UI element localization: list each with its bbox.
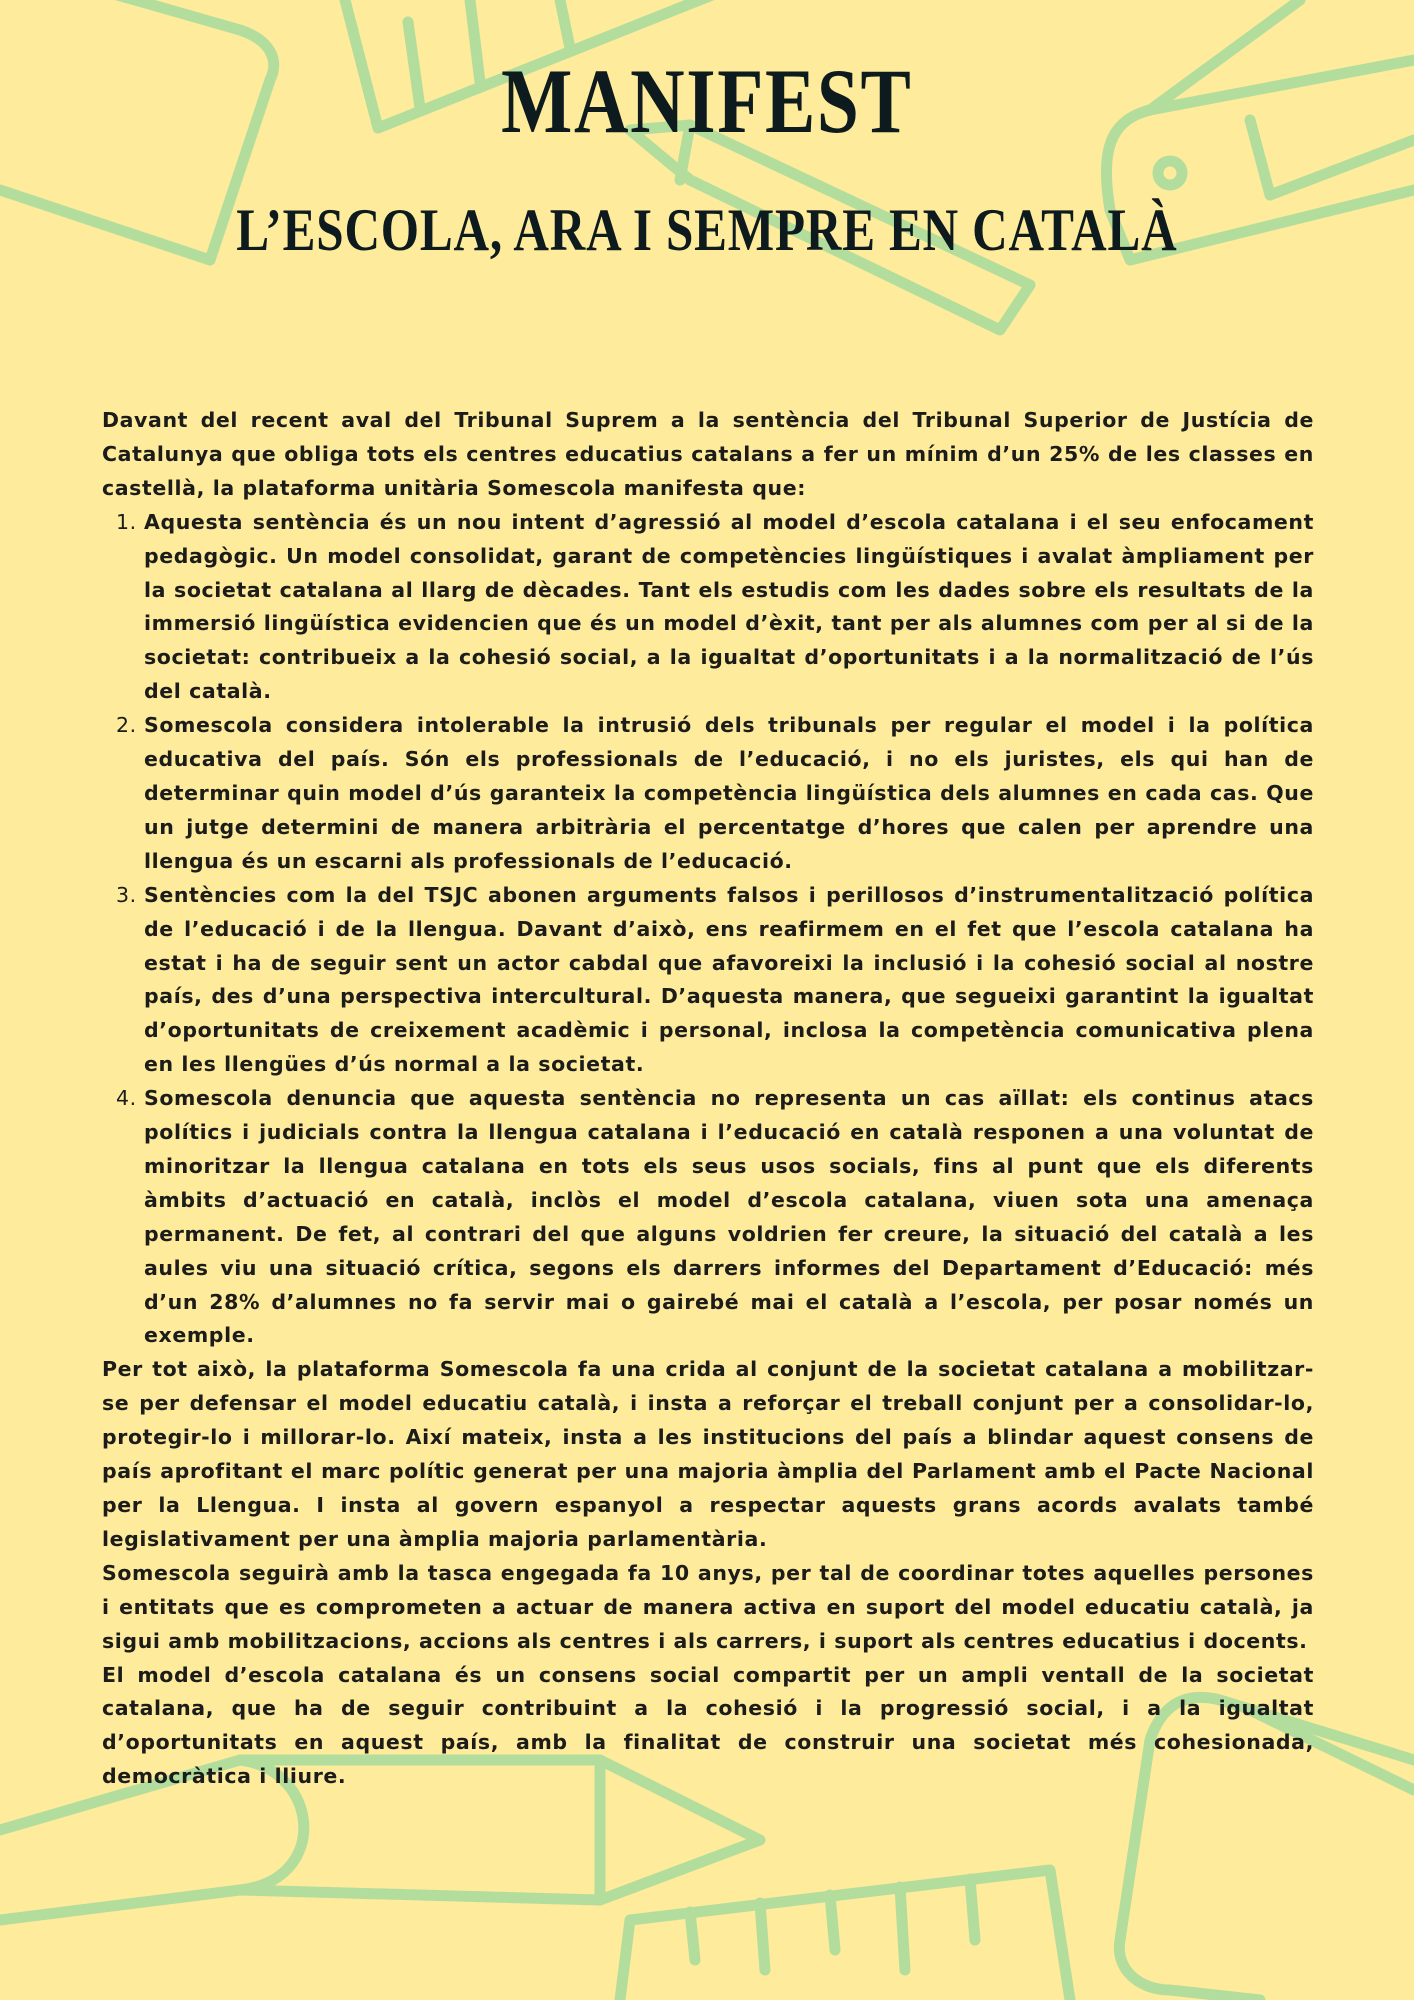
subtitle-text: L’ESCOLA, ARA I SEMPRE EN CATALÀ [236, 197, 1178, 263]
closing-paragraph: Per tot això, la plataforma Somescola fa una crida al conjunt de la societat catalana a mobilitzar-se per defensar el model educatiu català, i insta a reforçar el treball conjunt per a consolidar-lo, protegir-lo i millorar-lo. Així mateix, insta a les institucions del país a blindar aquest consens de país aprofitant el marc polític generat per una majoria àmplia del Parlament amb el Pacte Nacional per la Llengua. I insta al govern espanyol a respectar aquests grans acords avalats també legislativament per una àmplia majoria parlamentària. [102, 1357, 1314, 1551]
title-text: MANIFEST [501, 50, 913, 152]
list-number: 1. [116, 509, 137, 534]
intro-paragraph: Davant del recent aval del Tribunal Suprem a la sentència del Tribunal Superior de Justícia de Catalunya que obliga tots els centres educatius catalans a fer un mínim d’un 25% de les classes en castellà, la plataforma unitària Somescola manifesta que: [102, 408, 1314, 500]
list-text: Sentències com la del TSJC abonen arguments falsos i perillosos d’instrumentalització política de l’educació i de la llengua. Davant d’això, ens reafirmem en el fet que l’escola catalana ha estat i ha de seguir sent un actor cabdal que afavoreixi la inclusió i la cohesió social al nostre país, des d’una perspectiva intercultural. D’aquesta manera, que segueixi garantint la igualtat d’oportunitats de creixement acadèmic i personal, inclosa la competència comunicativa plena en les llengües d’ús normal a la societat. [144, 882, 1314, 1077]
closing-paragraph: Somescola seguirà amb la tasca engegada fa 10 anys, per tal de coordinar totes aquelles persones i entitats que es comprometen a actuar de manera activa en suport del model educatiu català, ja sigui amb mobilitzacions, accions als centres i als carrers, i suport als centres educatius i docents. [102, 1560, 1314, 1653]
list-item [102, 709, 1314, 879]
list-item [102, 879, 1314, 1082]
manifesto-body [102, 404, 1314, 1794]
list-text: Aquesta sentència és un nou intent d’agressió al model d’escola catalana i el seu enfocament pedagògic. Un model consolidat, garant de competències lingüístiques i avalat àmpliament per la societat catalana al llarg de dècades. Tant els estudis com les dades sobre els resultats de la immersió lingüística evidencien que és un model d’èxit, tant per als alumnes com per al si de la societat: contribueix a la cohesió social, a la igualtat d’oportunitats i a la normalització de l’ús del català. [144, 509, 1314, 704]
page-subtitle [0, 196, 1414, 265]
list-number: 4. [116, 1086, 137, 1111]
list-number: 3. [116, 882, 137, 907]
closing-paragraph: El model d’escola catalana és un consens social compartit per un ampli ventall de la societat catalana, que ha de seguir contribuint a la cohesió i la progressió social, i a la igualtat d’oportunitats en aquest país, amb la finalitat de construir una societat més cohesionada, democràtica i lliure. [102, 1662, 1314, 1789]
list-item [102, 1082, 1314, 1353]
list-item [102, 506, 1314, 709]
list-text: Somescola considera intolerable la intrusió dels tribunals per regular el model i la política educativa del país. Són els professionals de l’educació, i no els juristes, els qui han de determinar quin model d’ús garanteix la competència lingüística dels alumnes en cada cas. Que un jutge determini de manera arbitrària el percentatge d’hores que calen per aprendre una llengua és un escarni als professionals de l’educació. [144, 713, 1314, 873]
list-number: 2. [116, 713, 137, 738]
page-title [0, 48, 1414, 154]
points-list [102, 506, 1314, 1354]
list-text: Somescola denuncia que aquesta sentència no representa un cas aïllat: els continus atacs polítics i judicials contra la llengua catalana i l’educació en català responen a una voluntat de minoritzar la llengua catalana en tots els seus usos socials, fins al punt que els diferents àmbits d’actuació en català, inclòs el model d’escola catalana, viuen sota una amenaça permanent. De fet, al contrari del que alguns voldrien fer creure, la situació del català a les aules viu una situació crítica, segons els darrers informes del Departament d’Educació: més d’un 28% d’alumnes no fa servir mai o gairebé mai el català a l’escola, per posar només un exemple. [144, 1086, 1314, 1348]
ruler-bottom-icon [620, 1870, 1070, 2000]
